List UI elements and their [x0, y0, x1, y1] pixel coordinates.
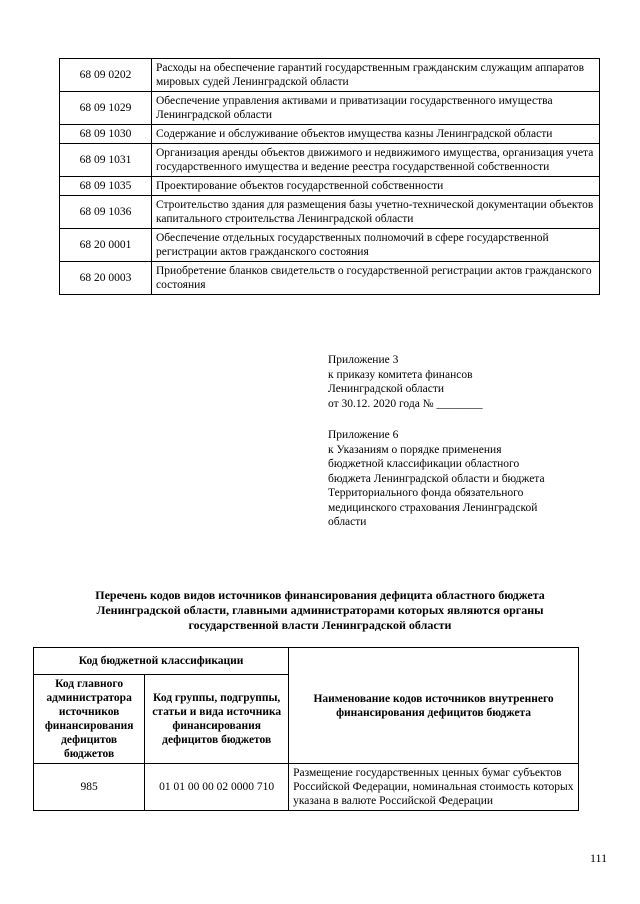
row-code: 68 20 0003	[60, 262, 152, 295]
appendix-line: области	[328, 516, 367, 528]
heading-line: государственной власти Ленинградской области	[188, 618, 452, 632]
row-description: Организация аренды объектов движимого и недвижимого имущества, организация учета государственного имущества и ведение реестра государственной собственности	[152, 144, 600, 177]
header-name-col: Наименование кодов источников внутреннего финансирования дефицитов бюджета	[289, 648, 579, 764]
table-row	[60, 177, 600, 196]
row-code: 68 09 1036	[60, 196, 152, 229]
row-description: Расходы на обеспечение гарантий государственным гражданским служащим аппаратов мировых судей Ленинградской области	[152, 59, 600, 92]
source-name-cell: Размещение государственных ценных бумаг субъектов Российской Федерации, номинальная стоимость которых указана в валюте Российской Федерации	[289, 764, 579, 811]
appendix-line: Ленинградской области	[328, 383, 445, 395]
appendix-line: Территориального фонда обязательного	[328, 487, 524, 499]
source-code-cell: 01 01 00 00 02 0000 710	[145, 764, 289, 811]
table-row	[60, 59, 600, 92]
table-row	[60, 144, 600, 177]
appendix-line: бюджетной классификации областного	[328, 458, 520, 470]
header-source-code-col: Код группы, подгруппы, статьи и вида источника финансирования дефицитов бюджетов	[145, 675, 289, 764]
appendix-line: бюджета Ленинградской области и бюджета	[328, 472, 545, 485]
row-code: 68 09 1035	[60, 177, 152, 196]
table-row	[60, 92, 600, 125]
appendix-3-block	[328, 353, 608, 411]
admin-code-cell: 985	[34, 764, 145, 811]
header-group-cell: Код бюджетной классификации	[34, 648, 289, 675]
heading-line: Перечень кодов видов источников финансирования дефицита областного бюджета	[95, 588, 545, 602]
table-row	[60, 196, 600, 229]
page-number: 111	[590, 851, 608, 865]
budget-codes-table	[59, 58, 600, 295]
row-code: 68 20 0001	[60, 229, 152, 262]
row-code: 68 09 1030	[60, 125, 152, 144]
heading-line: Ленинградской области, главными администраторами которых являются органы	[96, 603, 544, 617]
appendix-line: от 30.12. 2020 года № ________	[328, 397, 483, 410]
table-row	[60, 125, 600, 144]
appendix-line: Приложение 3	[328, 354, 399, 366]
row-description: Приобретение бланков свидетельств о государственной регистрации актов гражданского состояния	[152, 262, 600, 295]
row-code: 68 09 1031	[60, 144, 152, 177]
row-description: Проектирование объектов государственной собственности	[152, 177, 600, 196]
row-description: Строительство здания для размещения базы учетно-технической документации объектов капитального строительства Ленинградской области	[152, 196, 600, 229]
appendix-line: к Указаниям о порядке применения	[328, 443, 502, 456]
appendix-6-block	[328, 428, 608, 530]
row-description: Обеспечение управления активами и приватизации государственного имущества Ленинградской области	[152, 92, 600, 125]
row-code: 68 09 0202	[60, 59, 152, 92]
table-row	[60, 229, 600, 262]
appendix-line: к приказу комитета финансов	[328, 368, 473, 381]
row-code: 68 09 1029	[60, 92, 152, 125]
row-description: Обеспечение отдельных государственных полномочий в сфере государственной регистрации актов гражданского состояния	[152, 229, 600, 262]
funding-sources-table	[33, 647, 579, 811]
row-description: Содержание и обслуживание объектов имущества казны Ленинградской области	[152, 125, 600, 144]
section-heading	[40, 588, 600, 633]
appendix-line: Приложение 6	[328, 429, 399, 441]
header-row	[34, 648, 579, 675]
header-admin-code-col: Код главного администратора источников финансирования дефицитов бюджетов	[34, 675, 145, 764]
appendix-line: медицинского страхования Ленинградской	[328, 501, 538, 514]
table-row	[34, 764, 579, 811]
table-row	[60, 262, 600, 295]
